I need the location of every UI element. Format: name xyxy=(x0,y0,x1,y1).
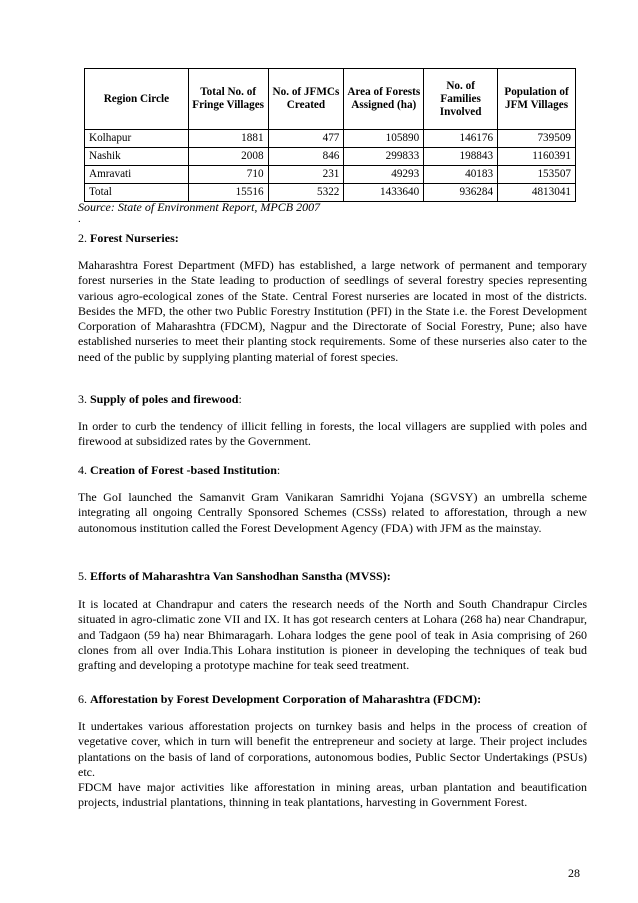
section-body-fdcm: It undertakes various afforestation projects on turnkey basis and helps in the process of creation of vegetative cover, which in turn will benefit the entrepreneur and society at large. Their project includes plantations on the basis of land of corporations, autonomous bodies, Public Sector Undertakings (PSUs) etc. xyxy=(78,719,587,779)
section-title: Supply of poles and firewood xyxy=(90,392,239,406)
table-cell: 1881 xyxy=(188,130,268,148)
table-cell: 40183 xyxy=(424,166,498,184)
section-body-forest-institution: The GoI launched the Samanvit Gram Vanikaran Samridhi Yojana (SGVSY) an umbrella scheme integrating all ongoing Centrally Sponsored Schemes (CSSs) related to afforestation, through a new autonomous institution called the Forest Development Agency (FDA) with JFM as the mainstay. xyxy=(78,490,587,535)
section-body-forest-nurseries: Maharashtra Forest Department (MFD) has established, a large network of permanent and temporary forest nurseries in the State leading to production of seedlings of several forestry species representing various agro-ecological zones of the State. Central Forest nurseries are located in most of the districts. Besides the MFD, the other two Public Forestry Institution (PFI) in the State i.e. the Forest Development Corporation of Maharashtra (FDCM), Nagpur and the Directorate of Social Forestry, Pune; also have established nurseries to meet their planting stock requirements. Some of these nurseries also cater to the need of the public by supplying planting material of forest species. xyxy=(78,258,587,364)
section-number: 5. xyxy=(78,569,87,583)
table-cell: 846 xyxy=(268,148,344,166)
section-body-fdcm-activities: FDCM have major activities like afforestation in mining areas, urban plantation and beautification projects, industrial plantations, thinning in teak plantations, harvesting in Government Forest. xyxy=(78,780,587,810)
table-header-cell: Region Circle xyxy=(85,69,189,130)
table-header-cell: No. of JFMCs Created xyxy=(268,69,344,130)
table-cell: 146176 xyxy=(424,130,498,148)
section-heading-mvss xyxy=(78,569,391,583)
table-header-cell: Total No. of Fringe Villages xyxy=(188,69,268,130)
section-number: 6. xyxy=(78,692,87,706)
table-cell: 2008 xyxy=(188,148,268,166)
table-cell: 231 xyxy=(268,166,344,184)
stray-dot: . xyxy=(78,213,81,225)
table-cell: 15516 xyxy=(188,184,268,202)
table-row xyxy=(85,166,576,184)
table-cell: 49293 xyxy=(344,166,424,184)
section-title: Forest Nurseries: xyxy=(90,231,179,245)
table-row-total xyxy=(85,184,576,202)
section-title-suffix: : xyxy=(276,463,281,477)
section-heading-poles-firewood xyxy=(78,392,242,406)
table-cell: 105890 xyxy=(344,130,424,148)
section-title: Creation of Forest -based Institution xyxy=(90,463,277,477)
page-number: 28 xyxy=(568,866,580,880)
table-header-row xyxy=(85,69,576,130)
section-number: 3. xyxy=(78,392,87,406)
table-cell: 5322 xyxy=(268,184,344,202)
table-cell: 477 xyxy=(268,130,344,148)
section-heading-forest-institution xyxy=(78,463,280,477)
section-body-poles-firewood: In order to curb the tendency of illicit felling in forests, the local villagers are supplied with poles and firewood at subsidized rates by the Government. xyxy=(78,419,587,449)
table-header-cell: Area of Forests Assigned (ha) xyxy=(344,69,424,130)
table-cell: Nashik xyxy=(85,148,189,166)
table-cell: 1160391 xyxy=(498,148,576,166)
table-cell: Kolhapur xyxy=(85,130,189,148)
table-source-note: Source: State of Environment Report, MPCB 2007 xyxy=(78,200,321,214)
table-cell: 1433640 xyxy=(344,184,424,202)
section-heading-fdcm xyxy=(78,692,481,706)
section-body-mvss: It is located at Chandrapur and caters the research needs of the North and South Chandrapur Circles situated in agro-climatic zone VII and IX. It has got research centers at Lohara (268 ha) near Chandrapur, and Tadgaon (59 ha) near Bhimaragarh. Lohara lodges the gene pool of teak in Asia comprising of 260 clones from all over India.This Lohara institution is pioneer in developing the techniques of teak bud grafting and developing a prototype machine for teak seed treatment. xyxy=(78,597,587,673)
table-cell: 4813041 xyxy=(498,184,576,202)
table-cell: 710 xyxy=(188,166,268,184)
table-header-cell: Population of JFM Villages xyxy=(498,69,576,130)
section-heading-forest-nurseries xyxy=(78,231,179,245)
table-cell: 936284 xyxy=(424,184,498,202)
jfm-statistics-table xyxy=(84,68,576,202)
table-cell: Total xyxy=(85,184,189,202)
table-cell: 153507 xyxy=(498,166,576,184)
table-cell: Amravati xyxy=(85,166,189,184)
table-row xyxy=(85,130,576,148)
section-number: 2. xyxy=(78,231,87,245)
table-cell: 739509 xyxy=(498,130,576,148)
section-number: 4. xyxy=(78,463,87,477)
table-cell: 198843 xyxy=(424,148,498,166)
section-title-suffix: : xyxy=(238,392,242,406)
table-header-cell: No. of Families Involved xyxy=(424,69,498,130)
table-cell: 299833 xyxy=(344,148,424,166)
section-title: Efforts of Maharashtra Van Sanshodhan Sanstha (MVSS): xyxy=(90,569,391,583)
table-row xyxy=(85,148,576,166)
section-title: Afforestation by Forest Development Corporation of Maharashtra (FDCM): xyxy=(90,692,482,706)
